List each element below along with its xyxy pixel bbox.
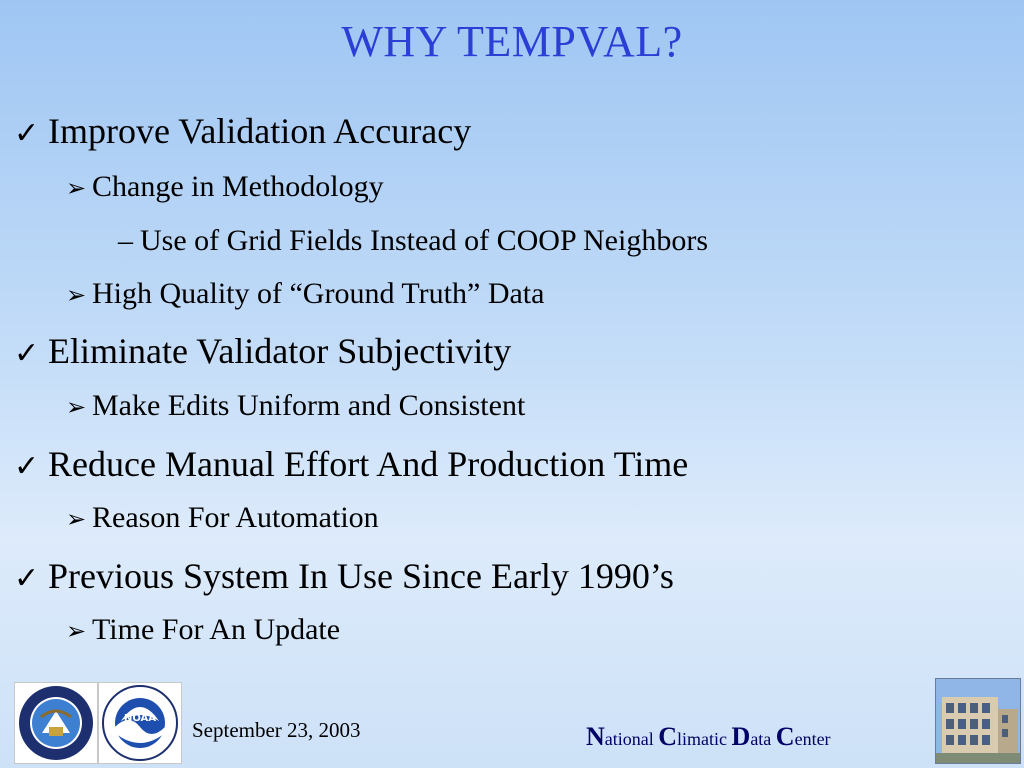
bullet-1 xyxy=(14,110,471,152)
sub-bullet-1-2 xyxy=(66,277,544,311)
sub-bullet-1-1 xyxy=(66,170,384,204)
department-of-commerce-seal-icon xyxy=(14,682,98,764)
ncdc-building-photo xyxy=(935,678,1021,764)
org-word: limatic xyxy=(677,729,732,749)
sub-bullet-1-1-text: Change in Methodology xyxy=(92,170,384,203)
sub-bullet-1-2-text: High Quality of “Ground Truth” Data xyxy=(92,277,545,310)
org-initial: N xyxy=(586,722,605,751)
bullet-1-text: Improve Validation Accuracy xyxy=(48,111,472,151)
sub-bullet-3-1 xyxy=(66,501,379,535)
checkmark-icon: ✓ xyxy=(14,336,40,371)
noaa-seal-icon xyxy=(98,682,182,764)
arrow-bullet-icon: ➢ xyxy=(66,393,87,421)
arrow-bullet-icon: ➢ xyxy=(66,281,87,309)
dash-bullet-icon: – xyxy=(118,224,133,257)
sub-bullet-4-1-text: Time For An Update xyxy=(92,613,341,646)
bullet-4 xyxy=(14,555,674,597)
checkmark-icon: ✓ xyxy=(14,561,40,596)
sub-sub-bullet-1-1-1 xyxy=(118,224,708,258)
bullet-4-text: Previous System In Use Since Early 1990’s xyxy=(48,556,674,596)
bullet-2 xyxy=(14,330,511,372)
sub-bullet-4-1 xyxy=(66,613,340,647)
checkmark-icon: ✓ xyxy=(14,449,40,484)
arrow-bullet-icon: ➢ xyxy=(66,505,87,533)
arrow-bullet-icon: ➢ xyxy=(66,174,87,202)
bullet-3 xyxy=(14,443,688,485)
sub-sub-bullet-1-1-1-text: Use of Grid Fields Instead of COOP Neighbors xyxy=(140,224,708,257)
slide-title: WHY TEMPVAL? xyxy=(341,17,683,66)
sub-bullet-2-1 xyxy=(66,389,525,423)
bullet-2-text: Eliminate Validator Subjectivity xyxy=(48,331,512,371)
svg-text:NOAA: NOAA xyxy=(123,713,157,724)
sub-bullet-3-1-text: Reason For Automation xyxy=(92,501,379,534)
footer-date: September 23, 2003 xyxy=(192,718,361,742)
org-initial: D xyxy=(731,722,751,751)
org-initial: C xyxy=(775,722,795,751)
checkmark-icon: ✓ xyxy=(14,116,40,151)
ncdc-wordmark xyxy=(586,722,831,752)
bullet-3-text: Reduce Manual Effort And Production Time xyxy=(48,444,689,484)
sub-bullet-2-1-text: Make Edits Uniform and Consistent xyxy=(92,389,526,422)
org-word: ata xyxy=(750,729,776,749)
org-initial: C xyxy=(658,722,678,751)
org-word: ational xyxy=(604,729,659,749)
org-word: enter xyxy=(794,729,831,749)
arrow-bullet-icon: ➢ xyxy=(66,617,87,645)
